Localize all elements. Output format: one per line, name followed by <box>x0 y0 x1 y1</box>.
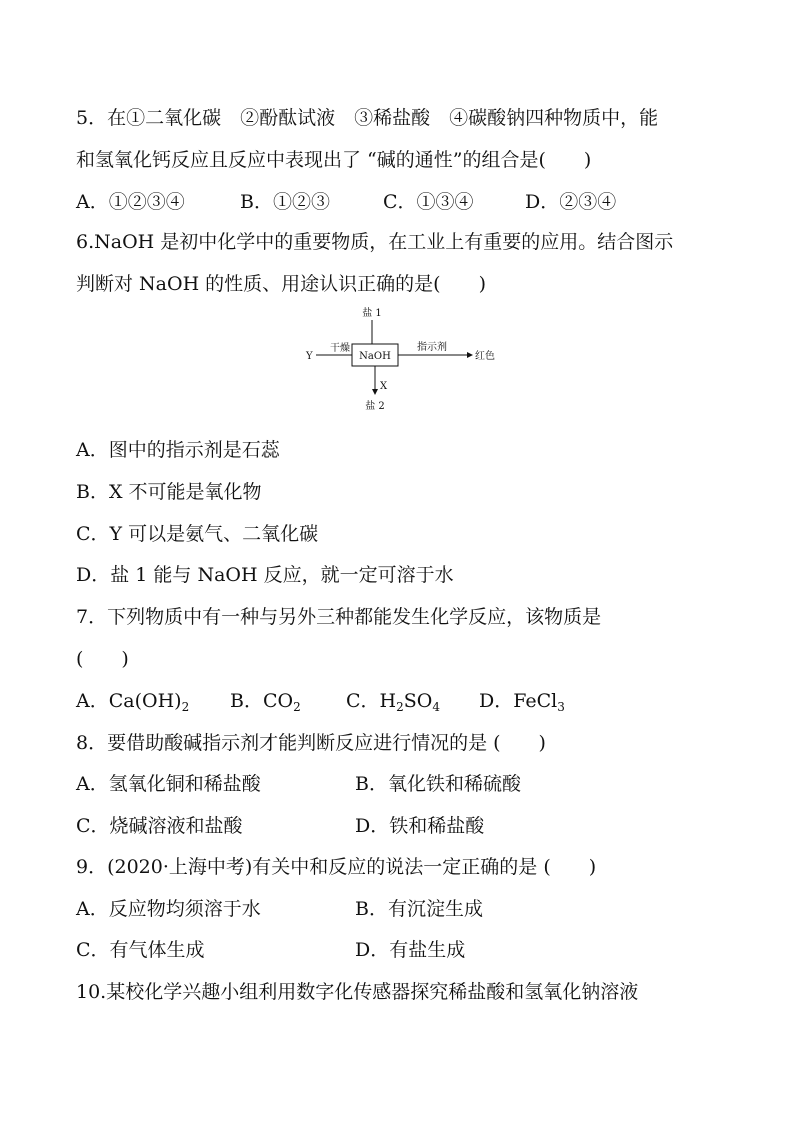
q5-option-b: B．①②③ <box>240 191 330 213</box>
x-label: X <box>380 381 388 392</box>
red-label: 红色 <box>475 351 495 362</box>
naoh-diagram <box>300 302 520 414</box>
q8-option-c: C．烧碱溶液和盐酸 <box>76 815 243 837</box>
q6-option-b: B．X 不可能是氧化物 <box>76 481 262 503</box>
q7-stem-line1: 7．下列物质中有一种与另外三种都能发生化学反应，该物质是 <box>76 606 602 628</box>
q9-option-d: D．有盐生成 <box>355 939 466 961</box>
indicator-label: 指示剂 <box>417 342 447 353</box>
q8-option-d: D．铁和稀盐酸 <box>355 815 485 837</box>
q5-stem-line1: 5．在①二氧化碳 ②酚酞试液 ③稀盐酸 ④碳酸钠四种物质中，能 <box>76 107 659 129</box>
q9-option-b: B．有沉淀生成 <box>355 898 483 920</box>
q6-option-d: D．盐 1 能与 NaOH 反应，就一定可溶于水 <box>76 564 454 586</box>
q5-option-c: C．①③④ <box>383 191 474 213</box>
q7-option-b: B．$CO_2$ <box>230 690 301 714</box>
q7-option-c: C．$H_2SO_4$ <box>346 690 440 714</box>
q5-option-a: A．①②③④ <box>76 191 185 213</box>
q9-option-a: A．反应物均须溶于水 <box>76 898 261 920</box>
q7-option-a: A．$Ca(OH)_2$ <box>76 690 190 714</box>
salt2-label: 盐 2 <box>365 401 385 412</box>
q8-option-b: B．氧化铁和稀硫酸 <box>355 773 521 795</box>
q6-stem-line2: 判断对 NaOH 的性质、用途认识正确的是( ) <box>76 273 487 295</box>
q8-option-a: A．氢氧化铜和稀盐酸 <box>76 773 261 795</box>
salt1-label: 盐 1 <box>362 308 382 319</box>
q7-option-d: D．FeCl$_3$ <box>479 690 565 714</box>
q6-stem-line1: 6.NaOH 是初中化学中的重要物质，在工业上有重要的应用。结合图示 <box>76 231 674 253</box>
q7-stem-line2: ( ) <box>76 648 129 670</box>
q5-option-d: D．②③④ <box>525 191 617 213</box>
q6-option-a: A．图中的指示剂是石蕊 <box>76 439 280 461</box>
naoh-label: NaOH <box>359 351 391 362</box>
q9-option-c: C．有气体生成 <box>76 939 205 961</box>
q9-stem: 9．(2020·上海中考)有关中和反应的说法一定正确的是 ( ) <box>76 856 597 878</box>
q5-stem-line2: 和氢氧化钙反应且反应中表现出了 “碱的通性”的组合是( ) <box>76 149 592 171</box>
dry-label: 干燥 <box>330 343 350 354</box>
q10-stem: 10.某校化学兴趣小组利用数字化传感器探究稀盐酸和氢氧化钠溶液 <box>76 981 639 1003</box>
y-label: Y <box>306 351 313 362</box>
q6-option-c: C．Y 可以是氨气、二氧化碳 <box>76 523 319 545</box>
q8-stem: 8．要借助酸碱指示剂才能判断反应进行情况的是 ( ) <box>76 732 546 754</box>
